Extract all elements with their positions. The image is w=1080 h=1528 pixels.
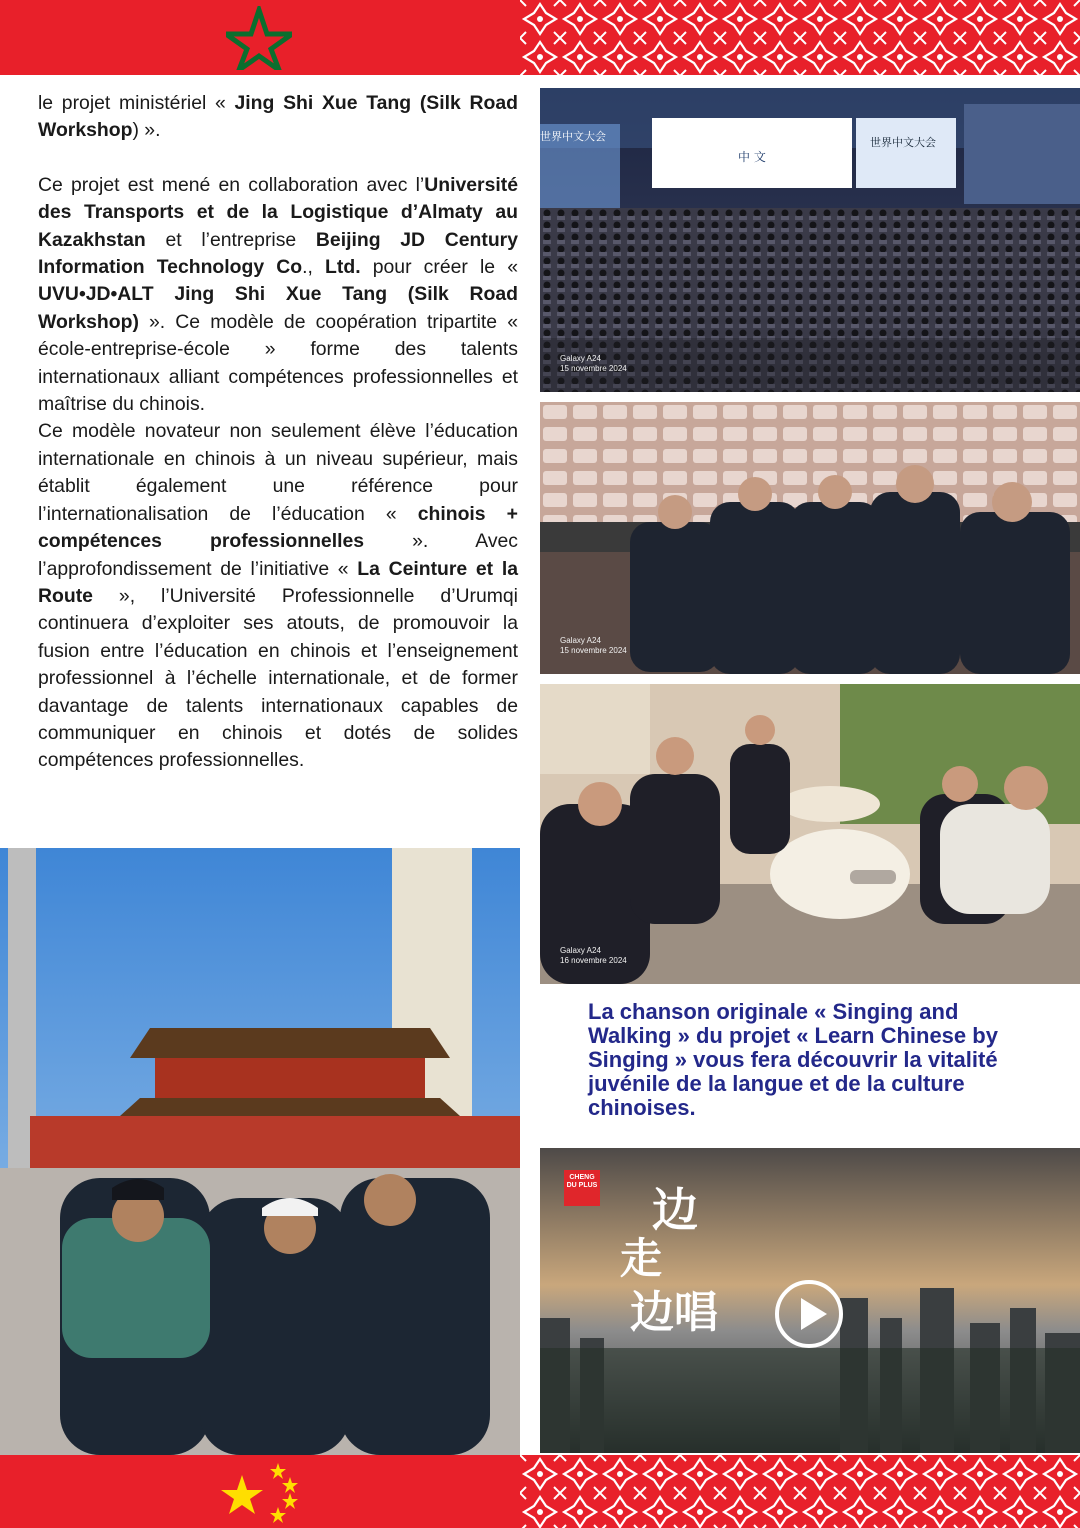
screen-title-right: 世界中文大会 (870, 136, 936, 149)
header-pattern (520, 0, 1080, 75)
header-band (0, 0, 1080, 75)
paragraph-1 (38, 90, 518, 145)
tiananmen-image (0, 848, 520, 1455)
audience-image (540, 402, 1080, 674)
play-icon[interactable] (775, 1280, 843, 1348)
paragraph-3 (38, 418, 518, 774)
text-run-bold: chinois + compétences professionnelles (38, 502, 518, 553)
caption-date: 15 novembre 2024 (560, 646, 627, 655)
text-run: Ce projet est mené en collaboration avec l’ (38, 173, 425, 196)
caption-device: Galaxy A24 (560, 636, 601, 645)
photo-audience (540, 402, 1080, 674)
text-run-bold: Beijing JD Century Information Technology Co (38, 228, 518, 279)
photo-cafe (540, 684, 1080, 984)
text-run: Ce modèle novateur non seulement élève l’éducation internationale en chinois à un niveau supérieur, mais établit également une référence pour l’internationalisation de l’éducation « (38, 420, 518, 525)
text-run: le projet ministériel « (38, 92, 235, 114)
text-run: ». Ce modèle de coopération tripartite « école-entreprise-école » forme des talents internationaux alliant compétences professionnelles et maîtrise du chinois. (38, 310, 518, 416)
caption-device: Galaxy A24 (560, 354, 601, 363)
photo-tiananmen (0, 848, 520, 1455)
screen-title-left: 世界中文大会 (540, 130, 606, 143)
video-title-chars-3: 边唱 (630, 1287, 718, 1338)
text-run: ) ». (132, 119, 161, 142)
photo-caption (560, 636, 627, 656)
photo-caption (560, 946, 627, 966)
text-run: ». Avec l’approfondissement de l’initiative « (38, 530, 519, 580)
conference-hall-image (540, 88, 1080, 392)
text-run-bold: Ltd. (325, 256, 361, 279)
morocco-flag-star-icon (226, 6, 292, 70)
china-flag-stars-icon (220, 1459, 310, 1525)
caption-device: Galaxy A24 (560, 946, 601, 955)
text-run-bold: La Ceinture et la Route (38, 557, 518, 607)
video-title-char-2: 走 (620, 1234, 663, 1283)
text-run: pour créer le « (360, 256, 518, 279)
paragraph-2 (38, 172, 518, 419)
photo-caption (560, 354, 627, 374)
chengdu-plus-logo: CHENG DU PLUS (564, 1170, 600, 1206)
text-run-bold: Université des Transports et de la Logistique d’Almaty au Kazakhstan (38, 173, 518, 251)
text-run: ., (302, 256, 326, 279)
footer-pattern (520, 1455, 1080, 1528)
footer-band (0, 1455, 1080, 1528)
text-run-bold: Jing Shi Xue Tang (Silk Road Workshop (38, 92, 518, 142)
text-run: », l’Université Professionnelle d’Urumqi continuera d’exploiter ses atouts, de promouvoir la fusion entre l’éducation en chinois et l’enseignement professionnel à l’échelle internationale, et de former davantage de talents internationaux capables de communiquer en chinois et dotés de solides compétences professionnelles. (38, 584, 518, 772)
text-run-bold: UVU•JD•ALT Jing Shi Xue Tang (Silk Road Workshop) (38, 283, 518, 333)
caption-date: 16 novembre 2024 (560, 956, 627, 965)
video-caption: La chanson originale « Singing and Walking » du projet « Learn Chinese by Singing » vous fera découvrir la vitalité juvénile de la langue et de la culture chinoises. (588, 999, 998, 1120)
photo-conference-hall (540, 88, 1080, 392)
video-title-char-1: 边 (652, 1183, 698, 1237)
article-text (38, 90, 518, 775)
cafe-image (540, 684, 1080, 984)
screen-center-text: 中 文 (738, 150, 766, 164)
caption-date: 15 novembre 2024 (560, 364, 627, 373)
text-run: et l’entreprise (145, 228, 316, 251)
